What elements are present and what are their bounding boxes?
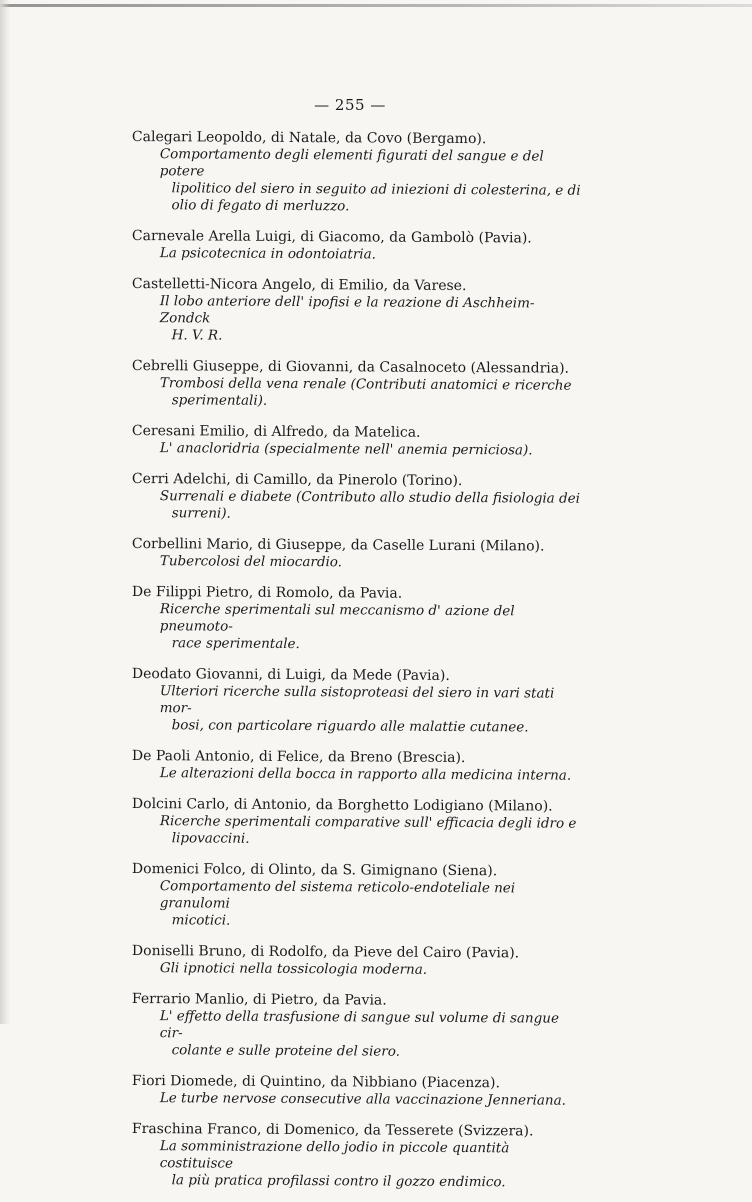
entry-title: Gli ipnotici nella tossicologia moderna. xyxy=(159,960,428,978)
entry-author: Fraschina Franco, di Domenico, da Tesserete (Svizzera). xyxy=(131,1121,534,1140)
entry-title: Tubercolosi del miocardio. xyxy=(159,553,343,571)
entry-title: La psicotecnica in odontoiatria. xyxy=(159,245,377,263)
entry-title: Ricerche sperimentali comparative sull' efficacia degli idro e lipovaccini. xyxy=(159,813,577,847)
entry-title: L' effetto della trasfusione di sangue sul volume di sangue cir- colante e sulle proteine del siero. xyxy=(159,1008,560,1060)
list-item xyxy=(132,990,582,1062)
entry-author: Castelletti-Nicora Angelo, di Emilio, da Varese. xyxy=(131,276,467,295)
list-item xyxy=(132,275,582,347)
page-number: — 255 — xyxy=(314,96,386,114)
entry-title: Trombosi della vena renale (Contributi anatomici e ricerche sperimentali). xyxy=(159,375,572,409)
list-item xyxy=(132,665,582,737)
entry-title: Comportamento del sistema reticolo-endoteliale nei granulomi micotici. xyxy=(159,878,516,929)
entry-title: Comportamento degli elementi figurati del sangue e del potere lipolitico del siero in seguito ad iniezioni di colesterina, e di olio di fegato di merluzzo. xyxy=(159,146,581,215)
list-item xyxy=(132,1072,582,1110)
entry-title: Le turbe nervose consecutive alla vaccinazione Jenneriana. xyxy=(159,1090,566,1109)
list-item xyxy=(132,227,582,265)
list-item xyxy=(132,583,582,655)
list-item xyxy=(131,128,582,217)
entry-title: Le alterazioni della bocca in rapporto alla medicina interna. xyxy=(159,765,572,784)
entry-author: Doniselli Bruno, di Rodolfo, da Pieve del Cairo (Pavia). xyxy=(131,943,520,962)
list-item xyxy=(132,357,582,412)
entry-author: Deodato Giovanni, di Luigi, da Mede (Pavia). xyxy=(131,666,450,684)
entry-author: Domenici Folco, di Olinto, da S. Gimignano (Siena). xyxy=(131,861,498,880)
entry-author: Corbellini Mario, di Giuseppe, da Caselle Lurani (Milano). xyxy=(131,536,545,555)
entry-author: Cerri Adelchi, di Camillo, da Pinerolo (Torino). xyxy=(131,470,463,490)
entry-author: Dolcini Carlo, di Antonio, da Borghetto Lodigiano (Milano). xyxy=(131,796,553,815)
list-item xyxy=(132,860,582,932)
entry-title: Il lobo anteriore dell' ipofisi e la reazione di Aschheim-Zondck H. V. R. xyxy=(159,293,535,344)
entry-title: Surrenali e diabete (Contributo allo studio della fisiologia dei surreni). xyxy=(159,488,581,522)
entry-author: Carnevale Arella Luigi, di Giacomo, da Gambolò (Pavia). xyxy=(131,227,532,247)
list-item xyxy=(132,747,582,785)
list-item xyxy=(132,942,582,980)
list-item xyxy=(132,795,582,850)
entry-title: L' anacloridria (specialmente nell' anemia perniciosa). xyxy=(159,440,533,459)
entry-author: Cebrelli Giuseppe, di Giovanni, da Casalnoceto (Alessandria). xyxy=(131,358,570,377)
entry-author: Fiori Diomede, di Quintino, da Nibbiano (Piacenza). xyxy=(131,1073,501,1092)
entry-author: Ferrario Manlio, di Pietro, da Pavia. xyxy=(131,991,387,1009)
list-item xyxy=(132,470,582,525)
list-item xyxy=(132,422,582,460)
entry-author: Calegari Leopoldo, di Natale, da Covo (Bergamo). xyxy=(131,128,487,148)
entry-author: De Filippi Pietro, di Romolo, da Pavia. xyxy=(131,584,403,602)
list-item xyxy=(132,1120,582,1192)
entry-title: Ulteriori ricerche sulla sistoproteasi del siero in vari stati mor- bosi, con particolare riguardo alle malattie cutanee. xyxy=(159,683,555,736)
entry-author: De Paoli Antonio, di Felice, da Breno (Brescia). xyxy=(131,748,466,767)
entry-title: La somministrazione dello jodio in piccole quantità costituisce la più pratica profilassi contro il gozzo endimico. xyxy=(159,1138,510,1191)
entry-list xyxy=(132,128,582,1202)
page-edge xyxy=(0,0,10,1024)
list-item xyxy=(132,535,582,573)
entry-author: Ceresani Emilio, di Alfredo, da Matelica. xyxy=(131,422,421,441)
top-rule xyxy=(0,4,752,7)
entry-title: Ricerche sperimentali sul meccanismo d' azione del pneumoto- race sperimentale. xyxy=(159,601,515,653)
